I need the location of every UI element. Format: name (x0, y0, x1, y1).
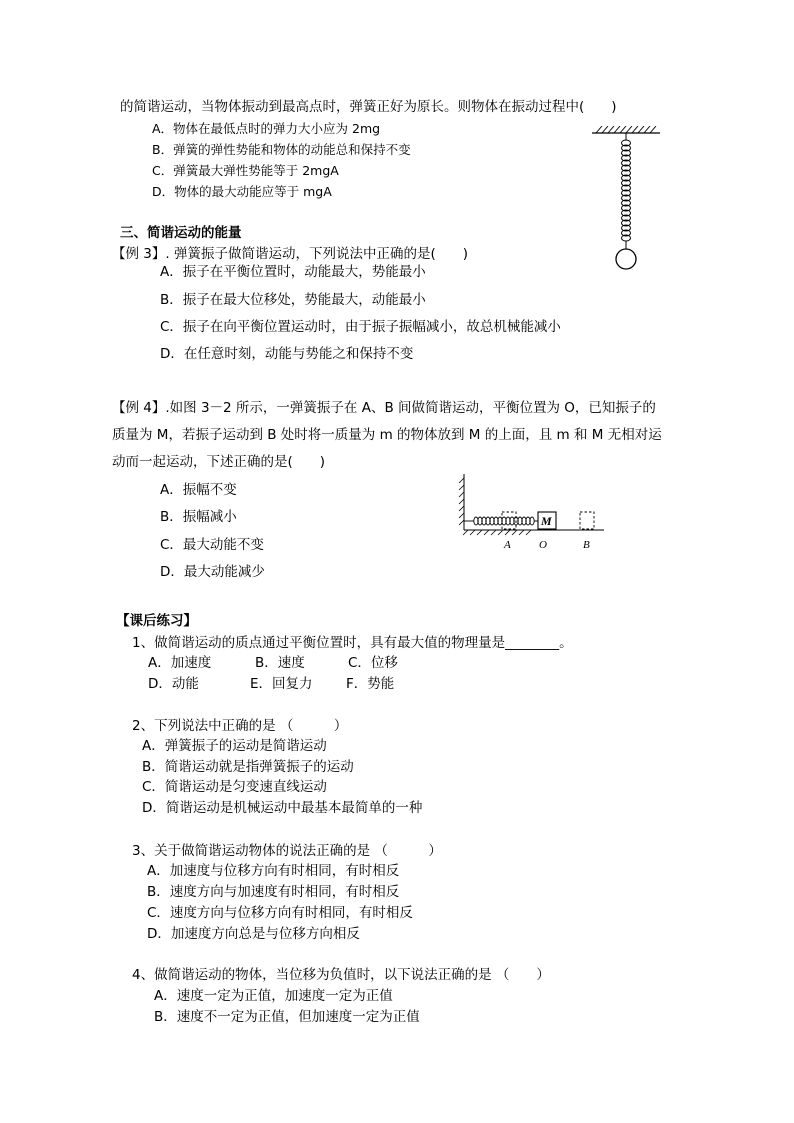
q2-option-c: C．简谐运动是匀变速直线运动 (142, 779, 327, 795)
top-option-d: D．物体的最大动能应等于 mgA (152, 184, 332, 199)
q1-option-f: F．势能 (346, 676, 395, 692)
label-o: O (539, 539, 547, 551)
example3-stem: 【例 3】. 弹簧振子做简谐运动，下列说法中正确的是( ) (112, 246, 468, 262)
top-option-a: A．物体在最低点时的弹力大小应为 2mg (152, 121, 381, 136)
example4-line1: 【例 4】.如图 3－2 所示，一弹簧振子在 A、B 间做简谐运动，平衡位置为 O，已知振子的 (112, 400, 656, 416)
label-b: B (583, 539, 590, 551)
example3-option-c: C．振子在向平衡位置运动时，由于振子振幅减小，故总机械能减小 (160, 319, 561, 335)
q2-option-b: B．简谐运动就是指弹簧振子的运动 (142, 759, 354, 775)
q4-option-a: A．速度一定为正值，加速度一定为正值 (154, 988, 393, 1004)
example4-option-b: B．振幅减小 (160, 509, 237, 525)
position-b-dashed-box (580, 512, 594, 529)
hanging-mass-ball (616, 249, 636, 269)
label-a: A (504, 539, 511, 551)
mass-label: M (541, 514, 552, 528)
q1-option-c: C．位移 (348, 655, 398, 671)
example4-option-c: C．最大动能不变 (160, 537, 264, 553)
q2-option-a: A．弹簧振子的运动是简谐运动 (142, 738, 327, 754)
q2-option-d: D．简谐运动是机械运动中最基本最简单的一种 (142, 800, 423, 816)
exercises-heading: 【课后练习】 (116, 613, 197, 629)
q3-option-a: A．加速度与位移方向有时相同，有时相反 (147, 863, 400, 879)
example3-option-d: D．在任意时刻，动能与势能之和保持不变 (160, 346, 414, 362)
example4-option-a: A．振幅不变 (160, 482, 237, 498)
q4-stem: 4、做简谐运动的物体，当位移为负值时，以下说法正确的是 （ ） (132, 967, 550, 983)
q1-option-b: B．速度 (255, 655, 305, 671)
q2-stem: 2、下列说法中正确的是 （ ） (132, 718, 348, 734)
q3-option-c: C．速度方向与位移方向有时相同，有时相反 (147, 905, 413, 921)
q4-option-b: B．速度不一定为正值，但加速度一定为正值 (154, 1009, 420, 1025)
example4-line2: 质量为 M，若振子运动到 B 处时将一质量为 m 的物体放到 M 的上面，且 m 和 M 无相对运 (112, 427, 662, 443)
q1-option-d: D．动能 (148, 676, 199, 692)
q3-option-b: B．速度方向与加速度有时相同，有时相反 (147, 884, 400, 900)
q1-stem: 1、做简谐运动的质点通过平衡位置时，具有最大值的物理量是________。 (132, 635, 573, 651)
top-option-b: B．弹簧的弹性势能和物体的动能总和保持不变 (152, 142, 411, 157)
q1-option-a: A．加速度 (148, 655, 212, 671)
q3-option-d: D．加速度方向总是与位移方向相反 (147, 926, 360, 942)
example4-line3: 动而一起运动，下述正确的是( ) (112, 454, 326, 470)
section3-heading: 三、简谐运动的能量 (120, 225, 242, 241)
example3-option-b: B．振子在最大位移处，势能最大，动能最小 (160, 292, 426, 308)
example3-option-a: A．振子在平衡位置时，动能最大，势能最小 (160, 264, 426, 280)
q1-option-e: E．回复力 (250, 676, 313, 692)
top-question-stem: 的简谐运动，当物体振动到最高点时，弹簧正好为原长。则物体在振动过程中( ) (120, 99, 617, 115)
example4-option-d: D．最大动能减少 (160, 564, 265, 580)
q3-stem: 3、关于做简谐运动物体的说法正确的是 （ ） (132, 843, 442, 859)
spring-oscillator-figure (458, 472, 608, 552)
top-option-c: C．弹簧最大弹性势能等于 2mgA (152, 163, 339, 178)
hanging-spring-figure (588, 126, 664, 274)
